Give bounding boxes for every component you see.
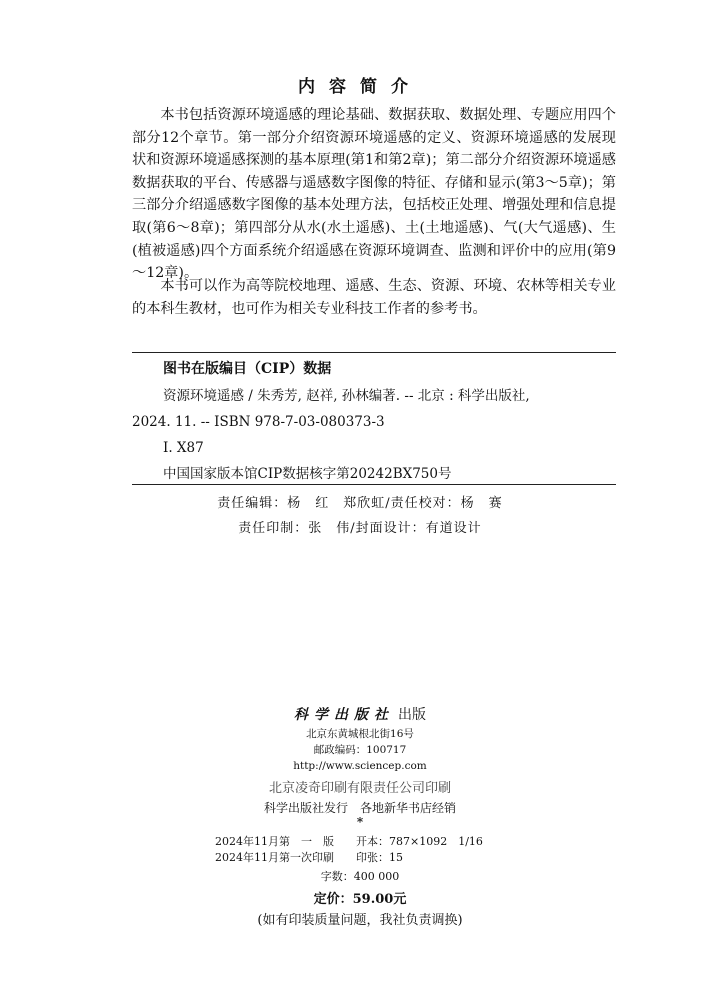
production-credits: 责任印制：张 伟/封面设计：有道设计 (238, 521, 482, 536)
editor-credits: 责任编辑：杨 红 郑欣虹/责任校对：杨 赛 (217, 496, 503, 511)
cip-line-4: 中国国家版本馆CIP数据核字第20242BX750号 (163, 466, 452, 482)
price: 定价：59.00元 (313, 892, 407, 907)
publisher-line (0, 704, 720, 724)
cip-line-2: 2024. 11. -- ISBN 978-7-03-080373-3 (132, 414, 385, 430)
cip-line-1: 资源环境遥感 / 朱秀芳, 赵祥, 孙林编著. -- 北京 : 科学出版社, (163, 388, 530, 404)
edition-line-2: 2024年11月第一次印刷 印张：15 (215, 851, 403, 864)
cip-record (132, 383, 616, 487)
publisher-address: 北京东黄城根北街16号 (306, 728, 414, 740)
quality-notice: (如有印装质量问题，我社负责调换) (257, 913, 463, 928)
cip-line-3: Ⅰ. X87 (163, 440, 204, 456)
distribution-info: 科学出版社发行 各地新华书店经销 (263, 801, 456, 815)
edition-info (0, 834, 720, 866)
edition-line-1: 2024年11月第 一 版 开本：787×1092 1/16 (215, 835, 483, 848)
cip-top-divider (132, 352, 616, 353)
cip-bottom-divider (132, 484, 616, 485)
publishes-label: 出版 (398, 707, 426, 723)
printer-name: 北京凌奇印刷有限责任公司印刷 (268, 781, 451, 796)
postal-code: 邮政编码：100717 (313, 744, 407, 756)
summary-paragraph-1: 本书包括资源环境遥感的理论基础、数据获取、数据处理、专题应用四个部分12个章节。第一部分介绍资源环境遥感的定义、资源环境遥感的发展现状和资源环境遥感探测的基本原理(第1和第2章)；第二部分介绍资源环境遥感数据获取的平台、传感器与遥感数字图像的特征、存储和显示(第3～5章)；第三部分介绍遥感数字图像的基本处理方法，包括校正处理、增强处理和信息提取(第6～8章)；第四部分从水(水土遥感)、土(土地遥感)、气(大气遥感)、生(植被遥感)四个方面系统介绍遥感在资源环境调查、监测和评价中的应用(第9～12章)。 (132, 107, 616, 282)
separator-star: * (356, 815, 364, 829)
publisher-url: http://www.sciencep.com (293, 760, 427, 772)
page-title: 内容简介 (298, 77, 422, 97)
summary-paragraph-2: 本书可以作为高等院校地理、遥感、生态、资源、环境、农林等相关专业的本科生教材，也可作为相关专业科技工作者的参考书。 (132, 278, 616, 317)
publisher-logo: 科学出版社 (294, 707, 394, 723)
cip-heading: 图书在版编目（CIP）数据 (163, 361, 332, 377)
word-count: 字数：400 000 (320, 870, 400, 883)
